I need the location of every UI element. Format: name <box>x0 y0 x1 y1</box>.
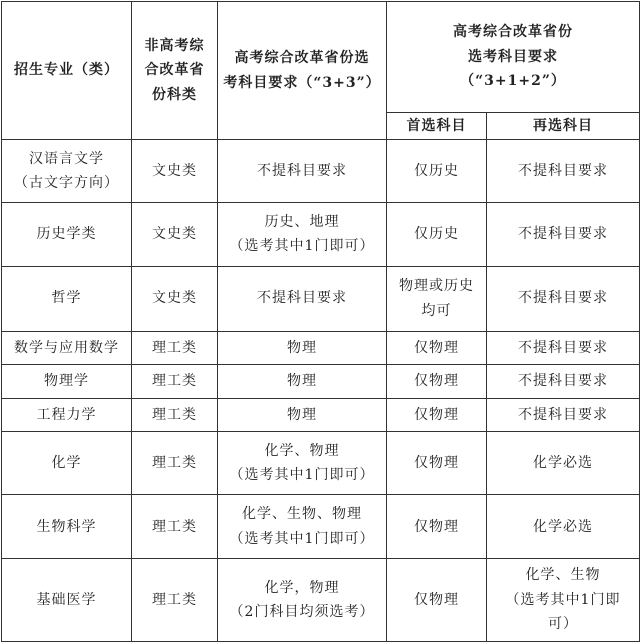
cell-major: 哲学 <box>2 266 132 331</box>
cell-second-choice: 化学必选 <box>487 495 640 559</box>
table-row <box>2 432 640 495</box>
cell-major: 基础医学 <box>2 559 132 642</box>
subject-requirements-table <box>1 1 640 642</box>
cell-major: 生物科学 <box>2 495 132 559</box>
table-row <box>2 331 640 365</box>
cell-second-choice: 不提科目要求 <box>487 266 640 331</box>
cell-req-3-3: 历史、地理 （选考其中1门即可） <box>218 203 387 266</box>
cell-req-3-3: 物理 <box>218 365 387 399</box>
header-row-1 <box>2 2 640 113</box>
header-non-reform: 非高考综 合改革省 份科类 <box>132 2 218 140</box>
cell-category: 理工类 <box>132 559 218 642</box>
cell-first-choice: 仅物理 <box>387 432 487 495</box>
table-row <box>2 203 640 266</box>
cell-category: 理工类 <box>132 398 218 432</box>
cell-first-choice: 仅物理 <box>387 365 487 399</box>
cell-major: 化学 <box>2 432 132 495</box>
cell-category: 理工类 <box>132 495 218 559</box>
cell-req-3-3: 化学，物理 （2门科目均须选考） <box>218 559 387 642</box>
cell-major: 汉语言文学 （古文字方向） <box>2 140 132 203</box>
cell-req-3-3: 不提科目要求 <box>218 266 387 331</box>
table-row <box>2 365 640 399</box>
cell-first-choice: 仅物理 <box>387 398 487 432</box>
cell-second-choice: 不提科目要求 <box>487 140 640 203</box>
cell-major: 物理学 <box>2 365 132 399</box>
cell-req-3-3: 化学、生物、物理 （选考其中1门即可） <box>218 495 387 559</box>
header-reform-3-3: 高考综合改革省份选 考科目要求（“3+3”） <box>218 2 387 140</box>
cell-category: 理工类 <box>132 331 218 365</box>
header-first-choice: 首选科目 <box>387 112 487 139</box>
cell-first-choice: 仅物理 <box>387 495 487 559</box>
table-row <box>2 266 640 331</box>
cell-second-choice: 化学、生物 （选考其中1门即 可） <box>487 559 640 642</box>
header-reform-3-1-2: 高考综合改革省份 选考科目要求 （“3+1+2”） <box>387 2 640 113</box>
table-row <box>2 559 640 642</box>
cell-first-choice: 仅物理 <box>387 559 487 642</box>
header-second-choice: 再选科目 <box>487 112 640 139</box>
cell-major: 数学与应用数学 <box>2 331 132 365</box>
cell-req-3-3: 物理 <box>218 398 387 432</box>
cell-first-choice: 物理或历史 均可 <box>387 266 487 331</box>
cell-first-choice: 仅历史 <box>387 203 487 266</box>
cell-second-choice: 不提科目要求 <box>487 398 640 432</box>
cell-first-choice: 仅物理 <box>387 331 487 365</box>
table-row <box>2 495 640 559</box>
cell-category: 理工类 <box>132 432 218 495</box>
cell-category: 文史类 <box>132 266 218 331</box>
table-row <box>2 398 640 432</box>
cell-second-choice: 不提科目要求 <box>487 331 640 365</box>
cell-req-3-3: 物理 <box>218 331 387 365</box>
cell-major: 工程力学 <box>2 398 132 432</box>
cell-second-choice: 不提科目要求 <box>487 203 640 266</box>
cell-req-3-3: 不提科目要求 <box>218 140 387 203</box>
cell-req-3-3: 化学、物理 （选考其中1门即可） <box>218 432 387 495</box>
cell-category: 文史类 <box>132 140 218 203</box>
cell-category: 文史类 <box>132 203 218 266</box>
cell-second-choice: 不提科目要求 <box>487 365 640 399</box>
cell-first-choice: 仅历史 <box>387 140 487 203</box>
header-major: 招生专业（类） <box>2 2 132 140</box>
cell-major: 历史学类 <box>2 203 132 266</box>
cell-second-choice: 化学必选 <box>487 432 640 495</box>
table-row <box>2 140 640 203</box>
cell-category: 理工类 <box>132 365 218 399</box>
